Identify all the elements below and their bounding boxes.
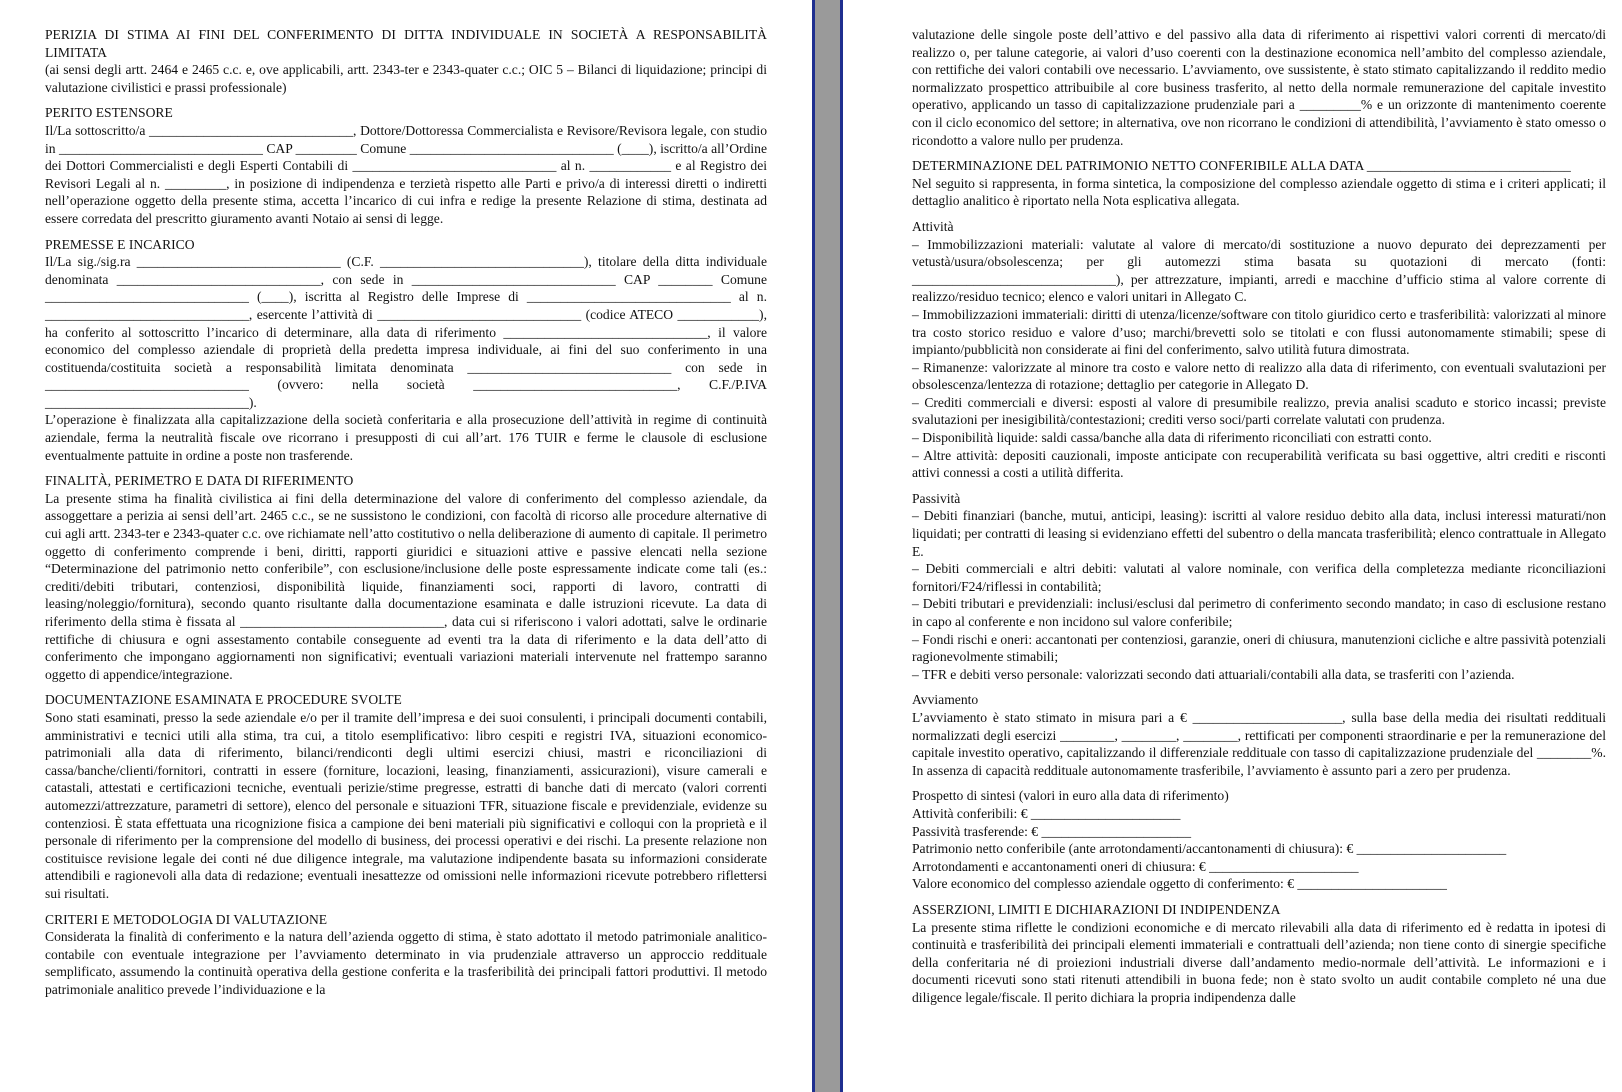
paragraph: Il/La sig./sig.ra ______________________________ (C.F. ______________________________), titolare della ditta individuale denominata ______________________________, con sede in ______________________________ CAP ________ Comune ______________________________ (____), iscritta al Registro delle Imprese di ______________________________ al n. ______________________________, esercente l’attività di ______________________________ (codice ATECO ____________), ha conferito al sottoscritto l’incarico di determinare, alla data di riferimento ______________________________, il valore economico del complesso aziendale di proprietà della predetta impresa individuale, ai fini del suo conferimento in una costituenda/costituita società a responsabilità limitata denominata ______________________________ con sede in ______________________________ (ovvero: nella società ______________________________, C.F./P.IVA ______________________________). bbox=[45, 254, 767, 410]
section-heading: FINALITÀ, PERIMETRO E DATA DI RIFERIMENTO bbox=[45, 473, 354, 489]
paragraph: Valore economico del complesso aziendale oggetto di conferimento: € ______________________ bbox=[912, 876, 1447, 892]
paragraph: Passività trasferende: € ______________________ bbox=[912, 823, 1192, 839]
paragraph: valutazione delle singole poste dell’attivo e del passivo alla data di riferimento ai rispettivi valori correnti di mercato/di realizzo o, per talune categorie, ai valori d’uso coerenti con la destinazione economica nell’ambito del complesso aziendale, con rettifiche dei valori contabili ove necessario. L’avviamento, ove sussistente, è stato stimato capitalizzando il reddito medio normalizzato prospettico attribuibile al core business trasferito, al netto della normale remunerazione del capitale investito operativo, applicando un tasso di capitalizzazione prudenziale pari a _________% e un orizzonte di mantenimento coerente con il ciclo economico del settore; in alternativa, ove non ricorrano le condizioni di attendibilità, l’avviamento è stato omesso o ricondotto a valore nullo per prudenza. bbox=[912, 27, 1606, 148]
paragraph: Nel seguito si rappresenta, in forma sintetica, la composizione del complesso aziendale oggetto di stima e i criteri applicati; il dettaglio analitico è riportato nella Nota esplicativa allegata. bbox=[912, 175, 1606, 209]
paragraph: – Rimanenze: valorizzate al minore tra costo e valore netto di realizzo alla data di riferimento, con eventuali svalutazioni per obsolescenza/lentezza di rotazione; dettaglio per categorie in Allegato D. bbox=[912, 359, 1606, 393]
paragraph: – Fondi rischi e oneri: accantonati per contenziosi, garanzie, oneri di chiusura, manutenzioni cicliche e altre passività potenziali ragionevolmente stimabili; bbox=[912, 631, 1606, 665]
paragraph: – Debiti commerciali e altri debiti: valutati al valore nominale, con verifica della completezza mediante riconciliazioni fornitori/F24/riflessi in contabilità; bbox=[912, 561, 1606, 594]
paragraph: Considerata la finalità di conferimento e la natura dell’azienda oggetto di stima, è stato adottato il metodo patrimoniale analitico-contabile con eventuale integrazione per l’avviamento determinato in via prudenziale attraverso un approccio reddituale semplificato, assumendo la continuità operativa della gestione conferita e la trasferibilità dei principali fattori produttivi. Il metodo patrimoniale analitico prevede l’individuazione e la bbox=[45, 929, 767, 997]
paragraph: – Debiti tributari e previdenziali: inclusi/esclusi dal perimetro di conferimento secondo mandato; in caso di esclusione restano in capo al conferente e non incidono sul valore conferibile; bbox=[912, 596, 1606, 629]
page-1-content bbox=[45, 26, 767, 998]
paragraph: – Crediti commerciali e diversi: esposti al valore di presumibile realizzo, previa analisi scaduto e storico incassi; previste svalutazioni per inesigibilità/contestazioni; crediti verso soci/parti correlate valutati con prudenza. bbox=[912, 394, 1606, 428]
paragraph: – Immobilizzazioni immateriali: diritti di utenza/licenze/software con titolo giuridico certo e trasferibilità: valorizzati al minore tra costo storico residuo e valore d’uso; marchi/brevetti solo se titolati e con flussi autonomamente stimabili; spese di impianto/pubblicità non considerate ai fini del conferimento, salvo utilità futura dimostrata. bbox=[912, 306, 1606, 358]
page-2-content bbox=[912, 26, 1606, 1006]
section-heading: DOCUMENTAZIONE ESAMINATA E PROCEDURE SVOLTE bbox=[45, 692, 402, 708]
section-heading: Attività bbox=[912, 218, 954, 234]
paragraph: Il/La sottoscritto/a ______________________________, Dottore/Dottoressa Commercialista e Revisore/Revisora legale, con studio in ______________________________ CAP _________ Comune ______________________________ (____), iscritto/a all’Ordine dei Dottori Commercialisti e degli Esperti Contabili di ______________________________ al n. ____________ e al Registro dei Revisori Legali al n. _________, in posizione di indipendenza e terzietà rispetto alle Parti e privo/a di interessi diretti o indiretti nell’operazione oggetto della presente stima, accetta l’incarico di cui infra e redige la presente Relazione di stima, destinata ad essere corredata del prescritto giuramento avanti Notaio ai sensi di legge. bbox=[45, 122, 767, 226]
page-edge-left bbox=[812, 0, 815, 1092]
section-heading: ASSERZIONI, LIMITI E DICHIARAZIONI DI INDIPENDENZA bbox=[912, 901, 1281, 917]
section-heading: Prospetto di sintesi (valori in euro alla data di riferimento) bbox=[912, 788, 1229, 804]
section-heading: PERITO ESTENSORE bbox=[45, 105, 173, 121]
section-heading: PERIZIA DI STIMA AI FINI DEL CONFERIMENTO DI DITTA INDIVIDUALE IN SOCIETÀ A RESPONSABILITÀ LIMITATA bbox=[45, 27, 767, 60]
paragraph: – TFR e debiti verso personale: valorizzati secondo dati attuariali/contabili alla data, se trasferiti con l’azienda. bbox=[912, 666, 1515, 682]
page-gutter bbox=[812, 0, 843, 1092]
document-page-2 bbox=[843, 0, 1622, 1092]
paragraph: La presente stima ha finalità civilistica ai fini della determinazione del valore di conferimento del complesso aziendale, da assoggettare a perizia ai sensi dell’art. 2465 c.c., se ne sussistono le condizioni, con facoltà di ricorso alle procedure alternative di cui agli artt. 2343-ter e 2343-quater c.c. ove richiamate nell’atto costitutivo o nella deliberazione di aumento di capitale. Il perimetro oggetto di conferimento comprende i beni, diritti, rapporti giuridici e situazioni attive e passive elencati nella sezione “Determinazione del patrimonio netto conferibile”, con esclusione/inclusione delle poste espressamente indicate come tali (es.: crediti/debiti tributari, contenziosi, disponibilità liquide, finanziamenti soci, rapporti di lavoro, contratti di leasing/noleggio/fornitura), secondo quanto risultante dalla documentazione esaminata e dalle istruzioni ricevute. La data di riferimento della stima è fissata al ______________________________, data cui si riferiscono i valori adottati, salve le ordinarie rettifiche di chiusura e ogni assestamento contabile conseguente ad eventi tra la data di riferimento e la data dell’atto di conferimento che impongano aggiornamenti non significativi; eventuali variazioni materiali intervenute nel frattempo saranno oggetto di appendice/integrazione. bbox=[45, 490, 767, 682]
paragraph: Sono stati esaminati, presso la sede aziendale e/o per il tramite dell’impresa e dei suoi consulenti, i principali documenti contabili, amministrativi e tecnici utili alla stima, tra cui, a titolo esemplificativo: libro cespiti e registri IVA, situazioni economico-patrimoniali alla data di riferimento, bilanci/rendiconti degli ultimi esercizi chiusi, mastri e riconciliazioni di cassa/banche/clienti/fornitori, contratti in essere (forniture, locazioni, leasing, finanziamenti, assicurazioni), visure camerali e catastali, attestati e certificazioni tecniche, eventuali perizie/stime pregresse, estratti di banche dati di mercato (valori correnti automezzi/attrezzature, parametri di settore), elenco del personale e situazioni TFR, situazione fiscale e previdenziale, evidenze su contenziosi. È stata effettuata una ricognizione fisica a campione dei beni materiali più significativi e colloqui con la proprietà e il personale di riferimento per la comprensione del modello di business, dei processi operativi e dei rischi. La presente relazione non costituisce revisione legale dei conti né due diligence integrale, ma valutazione indipendente basata su informazioni considerate attendibili e ragionevoli alla data di redazione; eventuali inesattezze od omissioni nelle informazioni ricevute potrebbero riflettersi sui risultati. bbox=[45, 709, 767, 901]
paragraph: L’avviamento è stato stimato in misura pari a € ______________________, sulla base della media dei risultati reddituali normalizzati degli esercizi ________, ________, ________, rettificati per componenti straordinarie e per la remunerazione del capitale investito operativo, capitalizzando il differenziale reddituale con tasso di capitalizzazione prudenziale del ________%. In assenza di capacità reddituale autonomamente trasferibile, l’avviamento è assunto pari a zero per prudenza. bbox=[912, 709, 1606, 778]
section-heading: Avviamento bbox=[912, 692, 979, 708]
paragraph: L’operazione è finalizzata alla capitalizzazione della società conferitaria e alla prosecuzione dell’attività in regime di continuità aziendale, ferma la neutralità fiscale ove ricorrano i presupposti di cui all’art. 176 TUIR e ferme le clausole di esclusione eventualmente pattuite in ordine a poste non trasferende. bbox=[45, 412, 767, 463]
paragraph: La presente stima riflette le condizioni economiche e di mercato rilevabili alla data di riferimento ed è redatta in ipotesi di continuità e trasferibilità dei principali elementi immateriali e contrattuali dell’azienda; non tiene conto di sinergie specifiche della conferitaria né di proiezioni industriali diverse dall’andamento medio-normale dell’attività. Le informazioni e i documenti ricevuti sono stati ritenuti attendibili in buona fede; non è stato svolto un audit contabile completo né una due diligence legale/fiscale. Il perito dichiara la propria indipendenza dalle bbox=[912, 919, 1606, 1005]
paragraph: (ai sensi degli artt. 2464 e 2465 c.c. e, ove applicabili, artt. 2343-ter e 2343-quater c.c.; OIC 5 – Bilanci di liquidazione; principi di valutazione civilistici e prassi professionale) bbox=[45, 62, 767, 95]
paragraph: – Immobilizzazioni materiali: valutate al valore di mercato/di sostituzione a nuovo depurato dei deprezzamenti per vetustà/usura/obsolescenza; per gli automezzi stima basata su quotazioni di mercato (fonti: ______________________________), per attrezzature, impianti, arredi e macchine d’ufficio stima al valore corrente di realizzo/residuo tecnico; elenco e valori unitari in Allegato C. bbox=[912, 236, 1606, 305]
paragraph: Attività conferibili: € ______________________ bbox=[912, 805, 1181, 821]
section-heading: CRITERI E METODOLOGIA DI VALUTAZIONE bbox=[45, 911, 328, 927]
section-heading: PREMESSE E INCARICO bbox=[45, 236, 195, 252]
section-heading: Passività bbox=[912, 490, 961, 506]
paragraph: Arrotondamenti e accantonamenti oneri di chiusura: € ______________________ bbox=[912, 858, 1359, 874]
paragraph: – Altre attività: depositi cauzionali, imposte anticipate con recuperabilità verificata su basi oggettive, altri crediti e risconti attivi connessi a costi a utilità differita. bbox=[912, 447, 1606, 481]
paragraph: – Disponibilità liquide: saldi cassa/banche alla data di riferimento riconciliati con estratti conto. bbox=[912, 430, 1432, 446]
paragraph: Patrimonio netto conferibile (ante arrotondamenti/accantonamenti di chiusura): € ______________________ bbox=[912, 841, 1507, 857]
section-heading: DETERMINAZIONE DEL PATRIMONIO NETTO CONFERIBILE ALLA DATA ______________________________ bbox=[912, 158, 1571, 174]
paragraph: – Debiti finanziari (banche, mutui, anticipi, leasing): iscritti al valore residuo debito alla data, inclusi interessi maturati/non liquidati; per contratti di leasing si evidenziano effetti del subentro o della mancata trasferibilità; elenco contrattuale in Allegato E. bbox=[912, 508, 1606, 559]
